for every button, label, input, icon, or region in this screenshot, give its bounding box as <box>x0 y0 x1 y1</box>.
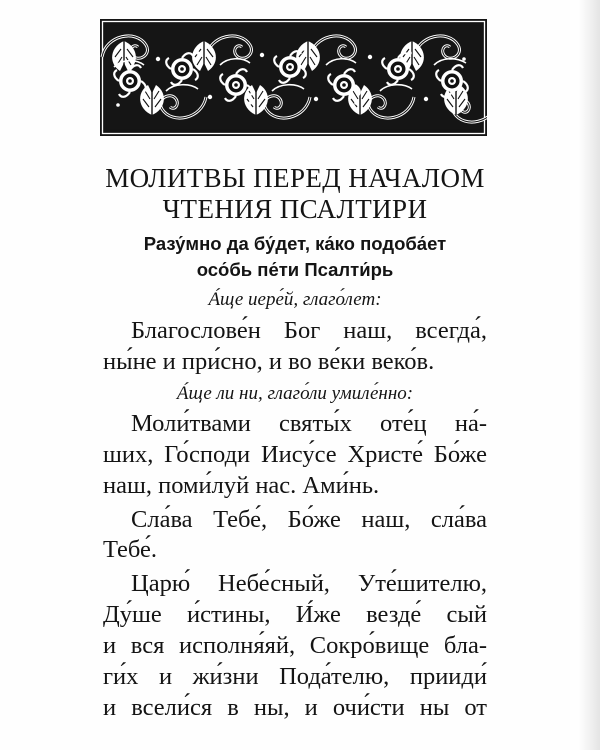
floral-ornament-headpiece <box>100 19 487 136</box>
blessing-line-2: ны́не и при́сно, и во ве́ки веко́в. <box>103 348 435 375</box>
jesus-prayer-line-1: Моли́твами святы́х оте́ц на́- <box>131 410 487 437</box>
glory-line-1: Сла́ва Тебе́, Бо́же наш, сла́ва <box>131 506 487 533</box>
heavenly-king-line-2: Ду́ше и́стины, И́же везде́ сый <box>103 601 487 628</box>
subtitle-line-2: осо́бь пе́ти Псалти́рь <box>196 259 394 280</box>
glory-line-2: Тебе́. <box>103 536 158 563</box>
blessing-line-1: Благослове́н Бог наш, всегда́, <box>131 317 487 344</box>
heavenly-king-line-4: ги́х и жи́зни Пода́телю, прииди́ <box>103 663 487 690</box>
heavenly-king-line-1: Царю́ Небе́сный, Уте́шителю, <box>131 570 487 597</box>
title-line-2: ЧТЕНИЯ ПСАЛТИРИ <box>162 194 428 224</box>
page-edge-shadow <box>578 0 600 750</box>
heavenly-king-line-3: и вся исполня́яй, Сокро́вище бла- <box>103 632 487 659</box>
jesus-prayer-line-2: ших, Го́споди Иису́се Христе́ Бо́же <box>103 441 487 468</box>
jesus-prayer-line-3: наш, поми́луй нас. Ами́нь. <box>103 472 380 499</box>
rubric-layman: А́ще ли ни, глаго́ли умиле́нно: <box>176 383 414 404</box>
rubric-priest: А́ще иере́й, глаго́лет: <box>208 289 382 310</box>
heavenly-king-line-5: и всели́ся в ны, и очи́сти ны от <box>103 694 487 721</box>
title-line-1: МОЛИТВЫ ПЕРЕД НАЧАЛОМ <box>105 163 485 193</box>
subtitle-line-1: Разу́мно да бу́дет, ка́ко подоба́ет <box>143 233 447 254</box>
